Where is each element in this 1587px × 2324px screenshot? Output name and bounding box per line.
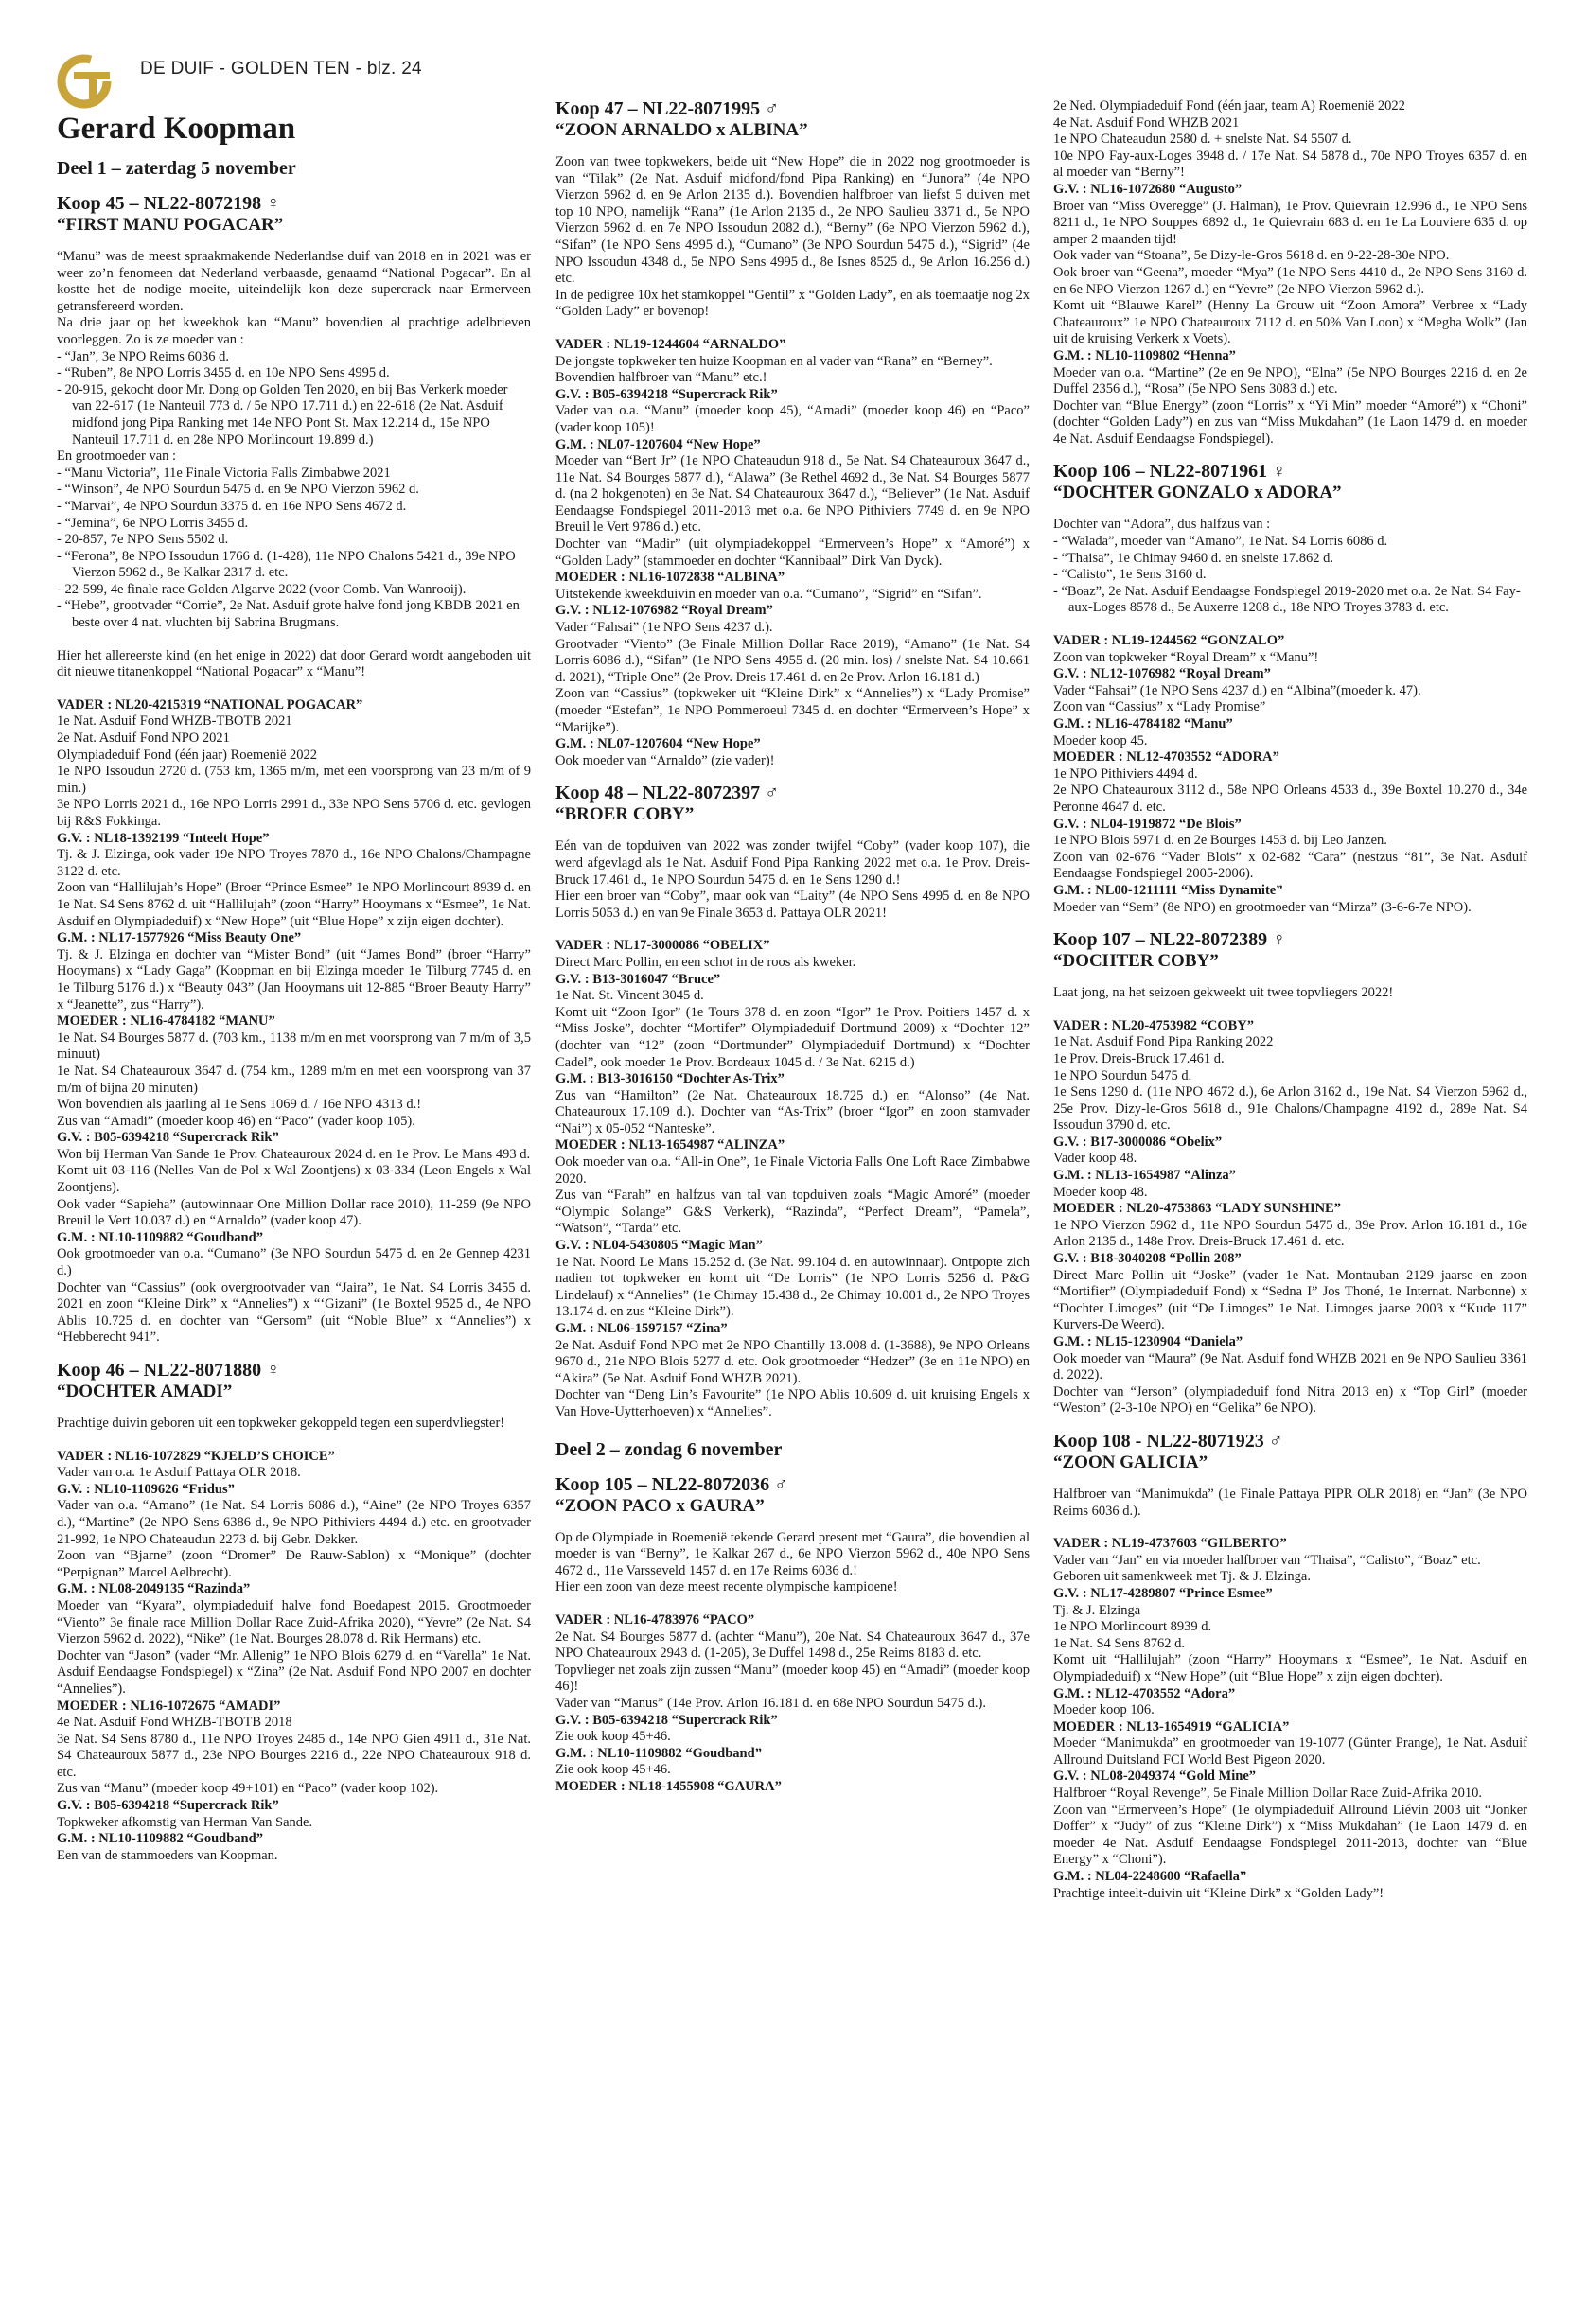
pedigree-line: Zoon van “Cassius” (topkweker uit “Kleine Dirk” x “Annelies”) x “Lady Promise” (moeder “Estefan”, 1e NPO Pommeroeul 7345 d. en dochter “Ermerveen’s Hope” x “Marijke”). <box>555 686 1030 735</box>
pedigree-line: 2e Nat. Asduif Fond NPO 2021 <box>57 731 230 747</box>
pedigree-line: 1e NPO Vierzon 5962 d., 11e NPO Sourdun 5475 d., 39e Prov. Arlon 16.181 d., 16e Arlon 2135 d., 148e Prov. Dreis-Bruck 17.461 d. etc. <box>1053 1217 1527 1250</box>
pedigree-line: Halfbroer “Royal Revenge”, 5e Finale Million Dollar Race Zuid-Afrika 2010. <box>1053 1786 1482 1802</box>
pedigree-line: Tj. & J. Elzinga <box>1053 1602 1141 1618</box>
pedigree-line: Vader van o.a. “Manu” (moeder koop 45), “Amadi” (moeder koop 46) en “Paco” (vader koop 105)! <box>555 403 1030 435</box>
pedigree-line: Een van de stammoeders van Koopman. <box>57 1847 278 1863</box>
pedigree-line: G.M. : NL08-2049135 “Razinda” <box>57 1581 251 1597</box>
pedigree-line: Komt uit “Hallilujah” (zoon “Harry” Hooymans x “Esmee”, 1e Nat. Asduif en Olympiadeduif) x “New Hope” (uit “Blue Hope” x zijn eigen dochter). <box>1053 1652 1527 1684</box>
pedigree-line: Moeder koop 106. <box>1053 1702 1155 1718</box>
pedigree-line: G.V. : NL04-1919872 “De Blois” <box>1053 816 1242 832</box>
lot-45-paragraph: Hier het allereerste kind (en het enige in 2022) dat door Gerard wordt aangeboden uit dit nieuwe titanenkoppel “National Pogacar” x “Manu”! <box>57 647 531 680</box>
lot-45-intro: “Manu” was de meest spraakmakende Nederlandse duif van 2018 en in 2021 was er weer zo’n fenomeen dat Nederland verbaasde, genaamd “National Pogacar”. En al kostte het de nodige moeite, uiteindelijk kon deze supercrack naar Ermerveen getransfereerd worden. <box>57 249 531 314</box>
list-item: - “Jan”, 3e NPO Reims 6036 d. <box>57 348 230 364</box>
lot-108-intro: Halfbroer van “Manimukda” (1e Finale Pattaya PIPR OLR 2018) en “Jan” (3e NPO Reims 6036 d.). <box>1053 1486 1527 1519</box>
pedigree-line: Uitstekende kweekduivin en moeder van o.a. “Cumano”, “Sigrid” en “Sifan”. <box>555 586 982 602</box>
lot-48-intro: Eén van de topduiven van 2022 was zonder twijfel “Coby” (vader koop 107), die werd afgevlagd als 1e Nat. Asduif Fond Pipa Ranking 2022 met o.a. 1e Prov. Dreis-Bruck 17.461 d., 1e NPO Sourdun 5475 d. en 1e Sens 1290 d.! <box>555 838 1030 888</box>
pedigree-line: Moeder “Manimukda” en grootmoeder van 19-1077 (Günter Prange), 1e Nat. Asduif Allround Duitsland FCI World Best Pigeon 2020. <box>1053 1735 1527 1768</box>
pedigree-line: Zie ook koop 45+46. <box>555 1762 671 1778</box>
list-item: - “Ruben”, 8e NPO Lorris 3455 d. en 10e NPO Sens 4995 d. <box>57 365 390 381</box>
pedigree-line: G.M. : NL17-1577926 “Miss Beauty One” <box>57 930 302 946</box>
pedigree-line: Won bovendien als jaarling al 1e Sens 1069 d. / 16e NPO 4313 d.! <box>57 1097 422 1113</box>
list-item: - “Hebe”, grootvader “Corrie”, 2e Nat. Asduif grote halve fond jong KBDB 2021 en beste over 4 nat. vluchten bij Sabrina Brugmans. <box>57 598 520 631</box>
pedigree-line: 1e NPO Chateaudun 2580 d. + snelste Nat. S4 5507 d. <box>1053 132 1352 148</box>
pedigree-line: Topvlieger net zoals zijn zussen “Manu” (moeder koop 45) en “Amadi” (moeder koop 46)! <box>555 1662 1030 1695</box>
pedigree-line: 1e Nat. St. Vincent 3045 d. <box>555 988 704 1004</box>
pedigree-line: 1e NPO Morlincourt 8939 d. <box>1053 1619 1212 1635</box>
lot-105-paragraph: Hier een zoon van deze meest recente olympische kampioene! <box>555 1579 898 1595</box>
pedigree-line: Zie ook koop 45+46. <box>555 1729 671 1745</box>
pedigree-line: 2e Nat. S4 Bourges 5877 d. (achter “Manu”), 20e Nat. S4 Chateauroux 3647 d., 37e NPO Chateauroux 2943 d. (1-205), 3e Duffel 1498 d., 25e Reims 8183 d. etc. <box>555 1629 1030 1662</box>
pedigree-line: G.M. : NL10-1109882 “Goudband” <box>555 1745 762 1761</box>
lot-46-intro: Prachtige duivin geboren uit een topkweker gekoppeld tegen een superdvliegster! <box>57 1416 505 1431</box>
pedigree-line: G.M. : NL00-1211111 “Miss Dynamite” <box>1053 882 1283 898</box>
pedigree-line: Zus van “Amadi” (moeder koop 46) en “Paco” (vader koop 105). <box>57 1113 415 1129</box>
pedigree-line: 10e NPO Fay-aux-Loges 3948 d. / 17e Nat. S4 5878 d., 70e NPO Troyes 6357 d. en al moeder van “Berny”! <box>1053 148 1527 181</box>
pedigree-line: Geboren uit samenkweek met Tj. & J. Elzinga. <box>1053 1569 1311 1585</box>
lot-106-heading: Koop 106 – NL22-8071961 ♀ <box>1053 461 1287 483</box>
pedigree-line: G.M. : NL04-2248600 “Rafaella” <box>1053 1869 1247 1885</box>
lot-48-heading: Koop 48 – NL22-8072397 ♂ <box>555 783 780 804</box>
pedigree-line: Vader van “Jan” en via moeder halfbroer van “Thaisa”, “Calisto”, “Boaz” etc. <box>1053 1552 1481 1568</box>
pedigree-line: Dochter van “Blue Energy” (zoon “Lorris” x “Yi Min” moeder “Amoré”) x “Choni” (dochter “Golden Lady”) en zus van “Miss Mukdahan” (1e Laon 1479 d. en moeder 4e Nat. Asduif Eendaagse Fondspiegel). <box>1053 397 1527 447</box>
pedigree-line: 2e Nat. Asduif Fond NPO met 2e NPO Chantilly 13.008 d. (1-3688), 9e NPO Orleans 9670 d., 21e NPO Blois 5277 d. etc. Ook grootmoeder “Hedzer” (3e en 11e NPO) en “Akira” (5e Nat. Asduif Fond WHZB 2021). <box>555 1337 1030 1386</box>
sire-heading: VADER : NL20-4215319 “NATIONAL POGACAR” <box>57 696 363 713</box>
lot-105-heading: Koop 105 – NL22-8072036 ♂ <box>555 1473 789 1495</box>
pedigree-line: G.V. : B13-3016047 “Bruce” <box>555 971 721 987</box>
pedigree-line: G.M. : NL06-1597157 “Zina” <box>555 1321 728 1336</box>
dam-heading: MOEDER : NL12-4703552 “ADORA” <box>1053 749 1279 766</box>
lot-48-paragraph: Hier een broer van “Coby”, maar ook van “Laity” (4e NPO Sens 4995 d. en 8e NPO Lorris 5053 d.) en van 9e Finale 3653 d. Pattaya OLR 2021! <box>555 889 1030 921</box>
pedigree-line: 1e Nat. Asduif Fond WHZB-TBOTB 2021 <box>57 713 292 730</box>
pedigree-line: Moeder van “Kyara”, olympiadeduif halve fond Boedapest 2015. Grootmoeder “Viento” 3e finale race Million Dollar Race Zuid-Afrika 2020), “Yevre” (2e Nat. S4 Vierzon 5962 d. 2022), “Nike” (1e Nat. Bourges 28.078 d. Rik Hermans) etc. <box>57 1597 531 1647</box>
lot-105-name: “ZOON PACO x GAURA” <box>555 1495 765 1516</box>
pedigree-line: G.M. : NL07-1207604 “New Hope” <box>555 736 761 752</box>
pedigree-line: Ook moeder van o.a. “All-in One”, 1e Finale Victoria Falls One Loft Race Zimbabwe 2020. <box>555 1154 1030 1187</box>
pedigree-line: Moeder van o.a. “Martine” (2e en 9e NPO), “Elna” (5e NPO Bourges 2216 d. en 2e Duffel 2356 d.), “Rosa” (5e NPO Sens 3083 d.) etc. <box>1053 364 1527 397</box>
lot-45-heading: Koop 45 – NL22-8072198 ♀ <box>57 193 281 214</box>
lot-45-paragraph: Na drie jaar op het kweekhok kan “Manu” bovendien al prachtige adelbrieven voorleggen. Zo is ze moeder van : <box>57 315 531 347</box>
column-1 <box>57 112 531 1864</box>
pedigree-line: Topkweker afkomstig van Herman Van Sande. <box>57 1814 313 1830</box>
list-item: - “Jemina”, 6e NPO Lorris 3455 d. <box>57 515 249 531</box>
pedigree-line: Ook moeder van “Maura” (9e Nat. Asduif fond WHZB 2021 en 9e NPO Saulieu 3361 d. 2022). <box>1053 1350 1527 1383</box>
list-item: - 22-599, 4e finale race Golden Algarve 2022 (voor Comb. Van Wanrooij). <box>57 581 467 597</box>
pedigree-line: Ook broer van “Geena”, moeder “Mya” (1e NPO Sens 4410 d., 2e NPO Sens 3160 d. en 6e NPO Vierzon 1267 d.) en “Yevre” (2e NPO Vierzon 5962 d.). <box>1053 264 1527 297</box>
pedigree-line: G.V. : B05-6394218 “Supercrack Rik” <box>57 1798 279 1814</box>
lot-106-name: “DOCHTER GONZALO x ADORA” <box>1053 483 1342 503</box>
pedigree-line: 1e NPO Issoudun 2720 d. (753 km, 1365 m/m, met een voorsprong van 23 m/m of 9 min.) <box>57 764 531 796</box>
column-2 <box>555 98 1030 1795</box>
pedigree-line: G.M. : NL10-1109882 “Goudband” <box>57 1229 263 1245</box>
pedigree-line: Dochter van “Cassius” (ook overgrootvader van “Jaira”, 1e Nat. S4 Lorris 3455 d. 2021 en zoon “Kleine Dirk” x “Annelies”) x “‘Gizani” (1e Boxtel 9525 d., 4e NPO Ablis 10.725 d. en dochter van “Gersom” (uit “Noble Blue” x “Annelies”) x “Hebberecht 941”. <box>57 1279 531 1346</box>
lot-48-name: “BROER COBY” <box>555 804 695 825</box>
pedigree-line: 3e Nat. S4 Sens 8780 d., 11e NPO Troyes 2485 d., 14e NPO Gien 4911 d., 31e Nat. S4 Chateauroux 5877 d., 23e NPO Bourges 2216 d., 22e NPO Chateauroux 918 d. etc. <box>57 1731 531 1780</box>
pedigree-line: Zus van “Hamilton” (2e Nat. Chateauroux 18.725 d.) en “Alonso” (4e Nat. Chateauroux 17.109 d.). Dochter van “As-Trix” (broer “Igor” en zoon stamvader “Nai”) x 05-052 “Nanteske”. <box>555 1087 1030 1136</box>
sire-heading: VADER : NL17-3000086 “OBELIX” <box>555 938 770 954</box>
pedigree-line: Broer van “Miss Overegge” (J. Halman), 1e Prov. Quievrain 12.996 d., 1e NPO Sens 8211 d., 1e NPO Souppes 6892 d., 1e Quievrain 683 d. en 1e La Louviere 635 d. op amper 2 maanden tijd! <box>1053 198 1527 247</box>
dam-heading: MOEDER : NL16-1072838 “ALBINA” <box>555 570 785 586</box>
pedigree-line: G.M. : B13-3016150 “Dochter As-Trix” <box>555 1071 785 1087</box>
pedigree-line: G.M. : NL07-1207604 “New Hope” <box>555 436 761 452</box>
lot-45-paragraph: En grootmoeder van : <box>57 449 177 465</box>
sire-heading: VADER : NL16-1072829 “KJELD’S CHOICE” <box>57 1448 335 1464</box>
pedigree-line: 1e NPO Pithiviers 4494 d. <box>1053 766 1198 782</box>
pedigree-line: G.V. : NL17-4289807 “Prince Esmee” <box>1053 1585 1273 1601</box>
pedigree-line: G.V. : B18-3040208 “Pollin 208” <box>1053 1251 1242 1267</box>
pedigree-line: 1e Prov. Dreis-Bruck 17.461 d. <box>1053 1050 1225 1066</box>
pedigree-line: Dochter van “Jerson” (olympiadeduif fond Nitra 2013 en) x “Top Girl” (moeder “Weston” (2-3-10e NPO) en “Gelika” 6e NPO). <box>1053 1383 1527 1417</box>
column-3 <box>1053 98 1527 1902</box>
pedigree-line: Direct Marc Pollin uit “Joske” (vader 1e Nat. Montauban 2129 jaarse en zoon “Mortifier” (Olympiadeduif Fond) x “Sedna I” Jos Thoné, 1e Internat. Narbonne) x “Dochter Limoges” (uit “De Limoges” 1e Nat. Limoges jaarse 2003 x “Kude 117” Kurvers-De Weerd). <box>1053 1267 1527 1333</box>
list-item: - “Calisto”, 1e Sens 3160 d. <box>1053 567 1207 583</box>
pedigree-line: G.V. : B05-6394218 “Supercrack Rik” <box>555 386 778 402</box>
pedigree-line: Ook moeder van “Arnaldo” (zie vader)! <box>555 752 775 768</box>
pedigree-line: Moeder koop 48. <box>1053 1184 1148 1200</box>
list-item: - “Marvai”, 4e NPO Sourdun 3375 d. en 16e NPO Sens 4672 d. <box>57 498 407 514</box>
list-item: - “Manu Victoria”, 11e Finale Victoria Falls Zimbabwe 2021 <box>57 465 391 481</box>
pedigree-line: G.V. : NL04-5430805 “Magic Man” <box>555 1238 763 1254</box>
lot-107-intro: Laat jong, na het seizoen gekweekt uit twee topvliegers 2022! <box>1053 985 1394 1001</box>
list-item: - “Walada”, moeder van “Amano”, 1e Nat. S4 Lorris 6086 d. <box>1053 534 1388 550</box>
pedigree-line: Vader van “Manus” (14e Prov. Arlon 16.181 d. en 68e NPO Sourdun 5475 d.). <box>555 1695 986 1711</box>
pedigree-line: G.M. : NL16-4784182 “Manu” <box>1053 716 1233 731</box>
sire-heading: VADER : NL19-1244562 “GONZALO” <box>1053 633 1285 649</box>
pedigree-line: G.V. : NL10-1109626 “Fridus” <box>57 1481 235 1497</box>
pedigree-line: Grootvader “Viento” (3e Finale Million Dollar Race 2019), “Amano” (1e Nat. S4 Lorris 6086 d.), “Sifan” (1e NPO Sens 4955 d. (20 min. los) / snelste Nat. S4 10.661 d. 2021), “Triple One” (2e Prov. Dreis 17.461 d. en 2e Prov. Arlon 16.181 d.) <box>555 636 1030 685</box>
pedigree-line: Zoon van “Ermerveen’s Hope” (1e olympiadeduif Allround Liévin 2003 uit “Jonker Doffer” x “Judy” of zus “Kleine Dirk”) x “Miss Mukdahan” (1e Laon 1479 d. en moeder 4e Nat. Asduif Eendaagse Fondspiegel 2011-2013, dochter van “Blue Energy” x “Choni”). <box>1053 1802 1527 1868</box>
pedigree-line: G.V. : B17-3000086 “Obelix” <box>1053 1134 1223 1150</box>
pedigree-line: Zoon van 02-676 “Vader Blois” x 02-682 “Cara” (nestzus “81”, 3e Nat. Asduif Eendaagse Fondspiegel 2005-2006). <box>1053 849 1527 882</box>
pedigree-line: Moeder van “Sem” (8e NPO) en grootmoeder van “Mirza” (3-6-6-7e NPO). <box>1053 899 1472 915</box>
pedigree-line: 1e Nat. S4 Sens 8762 d. <box>1053 1635 1185 1651</box>
pedigree-line: G.M. : NL15-1230904 “Daniela” <box>1053 1334 1243 1349</box>
pedigree-line: 4e Nat. Asduif Fond WHZB 2021 <box>1053 114 1240 131</box>
pedigree-line: Prachtige inteelt-duivin uit “Kleine Dirk” x “Golden Lady”! <box>1053 1885 1384 1901</box>
sire-heading: VADER : NL19-1244604 “ARNALDO” <box>555 336 786 352</box>
lot-107-name: “DOCHTER COBY” <box>1053 951 1219 972</box>
pedigree-line: 2e Ned. Olympiadeduif Fond (één jaar, team A) Roemenië 2022 <box>1053 98 1405 114</box>
pedigree-line: Won bij Herman Van Sande 1e Prov. Chateauroux 2024 d. en 1e Prov. Le Mans 493 d. <box>57 1146 531 1162</box>
pedigree-line: G.V. : NL12-1076982 “Royal Dream” <box>1053 666 1271 682</box>
lot-47-heading: Koop 47 – NL22-8071995 ♂ <box>555 98 780 119</box>
pedigree-line: Zoon van “Cassius” x “Lady Promise” <box>1053 699 1266 715</box>
pedigree-line: 2e NPO Chateauroux 3112 d., 58e NPO Orleans 4533 d., 39e Boxtel 10.270 d., 34e Peronne 4647 d. etc. <box>1053 783 1527 815</box>
article-title: Gerard Koopman <box>57 112 296 146</box>
pedigree-line: Moeder koop 45. <box>1053 732 1148 748</box>
running-header: DE DUIF - GOLDEN TEN - blz. 24 <box>140 59 422 79</box>
pedigree-line: Vader “Fahsai” (1e NPO Sens 4237 d.) en “Albina”(moeder k. 47). <box>1053 682 1421 698</box>
pedigree-line: 1e Nat. Asduif Fond Pipa Ranking 2022 <box>1053 1034 1274 1050</box>
lot-45-name: “FIRST MANU POGACAR” <box>57 215 284 235</box>
pedigree-line: Direct Marc Pollin, en een schot in de roos als kweker. <box>555 954 856 970</box>
pedigree-line: Dochter van “Deng Lin’s Favourite” (1e NPO Ablis 10.609 d. uit kruising Engels x Van Hove-Uytterhoeven) x “Annelies”. <box>555 1387 1030 1419</box>
pedigree-line: Olympiadeduif Fond (één jaar) Roemenië 2022 <box>57 747 318 763</box>
pedigree-line: G.V. : NL16-1072680 “Augusto” <box>1053 181 1243 197</box>
dam-heading: MOEDER : NL13-1654919 “GALICIA” <box>1053 1718 1290 1734</box>
pedigree-line: G.M. : NL12-4703552 “Adora” <box>1053 1685 1236 1701</box>
lot-47-paragraph: In de pedigree 10x het stamkoppel “Gentil” x “Golden Lady”, en als toemaatje nog 2x “Golden Lady” er bovenop! <box>555 287 1030 320</box>
pedigree-line: G.V. : NL08-2049374 “Gold Mine” <box>1053 1769 1257 1785</box>
pedigree-line: Ook grootmoeder van o.a. “Cumano” (3e NPO Sourdun 5475 d. en 2e Gennep 4231 d.) <box>57 1246 531 1279</box>
pedigree-line: Komt uit 03-116 (Nelles Van de Pol x Wal Zoontjens) x 03-334 (Leon Engels x Wal Zoontjens). <box>57 1163 531 1196</box>
pedigree-line: Tj. & J. Elzinga, ook vader 19e NPO Troyes 7870 d., 16e NPO Chalons/Champagne 3122 d. etc. <box>57 847 531 879</box>
lot-108-heading: Koop 108 - NL22-8071923 ♂ <box>1053 1430 1283 1452</box>
pedigree-line: Zoon van “Bjarne” (zoon “Dromer” De Rauw-Sablon) x “Monique” (dochter “Perpignan” Marcel Aelbrecht). <box>57 1548 531 1580</box>
sire-heading: VADER : NL16-4783976 “PACO” <box>555 1611 755 1628</box>
pedigree-line: 1e NPO Sourdun 5475 d. <box>1053 1067 1192 1083</box>
pedigree-line: G.M. : NL10-1109802 “Henna” <box>1053 347 1236 363</box>
pedigree-line: 1e NPO Blois 5971 d. en 2e Bourges 1453 d. bij Leo Janzen. <box>1053 833 1387 849</box>
lot-105-intro: Op de Olympiade in Roemenië tekende Gerard present met “Gaura”, die bovendien al moeder is van “Berny”, 1e Kalkar 267 d., 6e NPO Vierzon 5962 d., 40e NPO Sens 4672 d., 11e Varsseveld 1457 d. en 17e Reims 6036 d.! <box>555 1529 1030 1578</box>
pedigree-line: Komt uit “Blauwe Karel” (Henny La Grouw uit “Zoon Amora” Verbree x “Lady Chateauroux” 1e NPO Chateauroux 7112 d. en 50% Van Loon) x “Megha Wolk” (Jan uit de kruising Verkerk x Voets). <box>1053 298 1527 347</box>
pedigree-line: Zus van “Manu” (moeder koop 49+101) en “Paco” (vader koop 102). <box>57 1781 439 1797</box>
lot-106-paragraph: Dochter van “Adora”, dus halfzus van : <box>1053 517 1271 533</box>
pedigree-line: 1e Sens 1290 d. (11e NPO 4672 d.), 6e Arlon 3162 d., 19e Nat. S4 Vierzon 5962 d., 25e Prov. Dizy-le-Gros 5618 d., 91e Chalons/Champagne 4192 d., 289e Nat. S4 Issoudun 3790 d. etc. <box>1053 1084 1527 1134</box>
part-2-heading: Deel 2 – zondag 6 november <box>555 1438 783 1460</box>
pedigree-line: G.V. : B05-6394218 “Supercrack Rik” <box>57 1130 279 1146</box>
dam-heading: MOEDER : NL13-1654987 “ALINZA” <box>555 1137 785 1153</box>
pedigree-line: 1e Nat. S4 Chateauroux 3647 d. (754 km., 1289 m/m en met een voorsprong van 37 m/m of bijna 20 minuten) <box>57 1063 531 1096</box>
list-item: - “Thaisa”, 1e Chimay 9460 d. en snelste 17.862 d. <box>1053 550 1333 566</box>
pedigree-line: Ook vader “Sapieha” (autowinnaar One Million Dollar race 2010), 11-259 (9e NPO Breuil le Vert 10.037 d.) en “Arnaldo” (vader koop 47). <box>57 1196 531 1229</box>
pedigree-line: Tj. & J. Elzinga en dochter van “Mister Bond” (uit “James Bond” (broer “Harry” Hooymans) x “Lady Gaga” (Koopman en bij Elzinga moeder 1e Tilburg 7745 d. en 1e Tilburg 5176 d.) x “Beauty 043” (Jan Hooymans uit 12-885 “Broer Beauty Harry” x “Jeanette”, zus “Harry”). <box>57 946 531 1012</box>
lot-46-heading: Koop 46 – NL22-8071880 ♀ <box>57 1360 281 1381</box>
list-item: - 20-915, gekocht door Mr. Dong op Golden Ten 2020, en bij Bas Verkerk moeder van 22-617 (1e Nanteuil 773 d. / 5e NPO 17.711 d.) en 22-618 (2e Nat. Asduif midfond jong Pipa Ranking met 14e NPO Pont St. Max 12.214 d., 15e NPO Nanteuil 17.711 d. en 28e NPO Morlincourt 19.899 d.) <box>57 381 508 448</box>
list-item: - “Ferona”, 8e NPO Issoudun 1766 d. (1-428), 11e NPO Chalons 5421 d., 39e NPO Vierzon 5962 d., 8e Kalkar 2317 d. etc. <box>57 548 516 581</box>
pedigree-line: G.M. : NL13-1654987 “Alinza” <box>1053 1168 1236 1184</box>
lot-107-heading: Koop 107 – NL22-8072389 ♀ <box>1053 929 1287 951</box>
pedigree-line: Komt uit “Zoon Igor” (1e Tours 378 d. en zoon “Igor” 1e Prov. Poitiers 1457 d. x “Miss Joske”, dochter “Mortifer” Olympiadeduif Dortmund 2009) x “Dochter 12” (dochter van “12” (zoon “Dortmunder” Olympiadeduif Dortmund) x “Dochter Cadel”, ook moeder 1e Prov. Bordeaux 1045 d. / 3e Nat. 6215 d.) <box>555 1004 1030 1070</box>
dam-heading: MOEDER : NL16-1072675 “AMADI” <box>57 1698 281 1714</box>
pedigree-line: Zus van “Farah” en halfzus van tal van topduiven zoals “Magic Amoré” (moeder “Olympic Solange” G&S Verkerk), “Razinda”, “Perfect Dream”, “Pamela”, “Watson”, “Tarda” etc. <box>555 1188 1030 1237</box>
pedigree-line: Dochter van “Madir” (uit olympiadekoppel “Ermerveen’s Hope” x “Amoré”) x “Golden Lady” (stammoeder en dochter “Kannibaal” Dirk Van Dyck). <box>555 537 1030 569</box>
pedigree-line: Vader “Fahsai” (1e NPO Sens 4237 d.). <box>555 620 773 636</box>
dam-heading: MOEDER : NL20-4753863 “LADY SUNSHINE” <box>1053 1201 1341 1217</box>
pedigree-line: Zoon van topkweker “Royal Dream” x “Manu”! <box>1053 649 1319 665</box>
pedigree-line: G.M. : NL10-1109882 “Goudband” <box>57 1831 263 1847</box>
list-item: - “Winson”, 4e NPO Sourdun 5475 d. en 9e NPO Vierzon 5962 d. <box>57 482 419 498</box>
golden-ten-logo <box>53 47 119 114</box>
pedigree-line: 3e NPO Lorris 2021 d., 16e NPO Lorris 2991 d., 33e NPO Sens 5706 d. etc. gevlogen bij R&S Fokkinga. <box>57 797 531 829</box>
part-1-heading: Deel 1 – zaterdag 5 november <box>57 158 296 179</box>
pedigree-line: G.V. : NL18-1392199 “Inteelt Hope” <box>57 830 270 846</box>
pedigree-line: Vader van o.a. 1e Asduif Pattaya OLR 2018. <box>57 1465 301 1481</box>
lot-46-name: “DOCHTER AMADI” <box>57 1382 233 1401</box>
list-item: - 20-857, 7e NPO Sens 5502 d. <box>57 532 229 548</box>
pedigree-line: Vader van o.a. “Amano” (1e Nat. S4 Lorris 6086 d.), “Aine” (2e NPO Troyes 6357 d.), “Martine” (2e NPO Sens 6386 d., 9e NPO Pithiviers 4494 d.) etc. en grootvader 21-992, 1e NPO Chateaudun 2273 d. bij Gebr. Dekker. <box>57 1498 531 1547</box>
pedigree-line: Ook vader van “Stoana”, 5e Dizy-le-Gros 5618 d. en 9-22-28-30e NPO. <box>1053 248 1450 264</box>
pedigree-line: Vader koop 48. <box>1053 1151 1137 1167</box>
lot-108-name: “ZOON GALICIA” <box>1053 1452 1208 1472</box>
lot-47-name: “ZOON ARNALDO x ALBINA” <box>555 120 808 140</box>
pedigree-line: G.V. : B05-6394218 “Supercrack Rik” <box>555 1712 778 1728</box>
pedigree-line: Bovendien halfbroer van “Manu” etc.! <box>555 370 767 386</box>
sire-heading: VADER : NL19-4737603 “GILBERTO” <box>1053 1536 1287 1552</box>
pedigree-line: 1e Nat. Noord Le Mans 15.252 d. (3e Nat. 99.104 d. en autowinnaar). Ontpopte zich nadien tot topkweker en komt uit “De Lorris” (1e NPO Lorris 5256 d. P&G Lindelauf) x “Annelies” (1e Chimay 15.438 d., 2e Chimay 10.001 d., 2e NPO Troyes 13.174 d. en zus “Kleine Dirk”). <box>555 1254 1030 1320</box>
dam-heading: MOEDER : NL16-4784182 “MANU” <box>57 1013 275 1030</box>
dam-heading: MOEDER : NL18-1455908 “GAURA” <box>555 1778 782 1794</box>
pedigree-line: G.V. : NL12-1076982 “Royal Dream” <box>555 603 773 619</box>
pedigree-line: De jongste topkweker ten huize Koopman en al vader van “Rana” en “Berney”. <box>555 353 993 369</box>
pedigree-line: 4e Nat. Asduif Fond WHZB-TBOTB 2018 <box>57 1715 292 1731</box>
list-item: - “Boaz”, 2e Nat. Asduif Eendaagse Fondspiegel 2019-2020 met o.a. 2e Nat. S4 Fay-aux-Loges 8578 d., 5e Auxerre 1208 d., 18e NPO Troyes 3783 d. etc. <box>1053 583 1521 616</box>
pedigree-line: Dochter van “Jason” (vader “Mr. Allenig” 1e NPO Blois 6279 d. en “Varella” 1e Nat. Asduif Eendaagse Fondspiegel) x “Zina” (2e Nat. Asduif Fond NPO 2007 en dochter “Annelies”). <box>57 1647 531 1697</box>
lot-47-intro: Zoon van twee topkwekers, beide uit “New Hope” die in 2022 nog grootmoeder is van “Tilak” (2e Nat. Asduif midfond/fond Pipa Ranking) en “Junora” (4e NPO Vierzon 5962 d. en 9e Arlon 2135 d.). Bovendien halfbroer van liefst 5 duiven met top 10 NPO, namelijk “Rana” (1e Arlon 2135 d., 2e NPO Saulieu 3371 d., 5e NPO Vierzon 5962 d. en 7e NPO Issoudun 2082 d.), “Berny” (6e NPO Vierzon 5962 d.), “Sifan” (1e NPO Sens 4995 d.), “Cumano” (3e NPO Sourdun 5475 d.), “Sigrid” (4e NPO Issoudun 4348 d., 5e NPO Sens 4995 d., 8e Isnes 8525 d., 9e Arlon 16.256 d.) etc. <box>555 154 1030 287</box>
pedigree-line: Moeder van “Bert Jr” (1e NPO Chateaudun 918 d., 5e Nat. S4 Chateauroux 3647 d., 11e Nat. S4 Bourges 5877 d.), “Alawa” (3e Rethel 4692 d., 3e Nat. S4 Bourges 5877 d. (na 2 hokgenoten) en 3e Nat. S4 Chateauroux 3647 d.), “Believer” (1e Nat. Asduif Eendaagse Fondspiegel 2011-2013 met o.a. 6e NPO Pithiviers 7749 d. en 9e NPO Breuil le Vert 9786 d.) etc. <box>555 453 1030 536</box>
sire-heading: VADER : NL20-4753982 “COBY” <box>1053 1017 1255 1033</box>
pedigree-line: 1e Nat. S4 Bourges 5877 d. (703 km., 1138 m/m en met voorsprong van 7 m/m of 3,5 minuut) <box>57 1030 531 1063</box>
pedigree-line: Zoon van “Hallilujah’s Hope” (Broer “Prince Esmee” 1e NPO Morlincourt 8939 d. en 1e Nat. S4 Sens 8762 d. uit “Hallilujah” (zoon “Harry” Hooymans x “Esmee”, 1e Nat. Asduif en Olympiadeduif) x “New Hope” (uit “Blue Hope” x zijn eigen dochter). <box>57 880 531 929</box>
